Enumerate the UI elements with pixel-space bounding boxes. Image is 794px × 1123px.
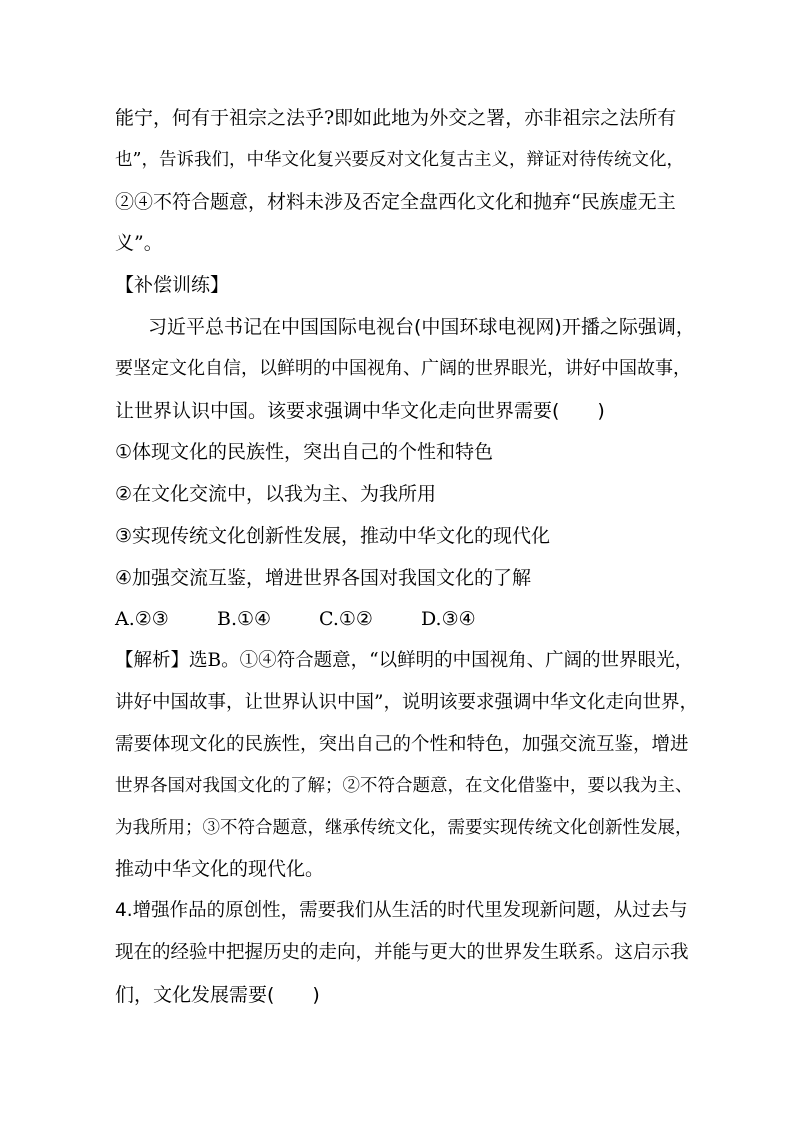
analysis-prev-line-3: ②④不符合题意，材料未涉及否定全盘西化文化和抛弃“民族虚无主: [115, 191, 676, 213]
analysis-line-6: 推动中华文化的现代化。: [115, 858, 325, 880]
question4-line-3: 们，文化发展需要( ): [115, 984, 320, 1006]
question-stem-line-2: 要坚定文化自信，以鲜明的中国视角、广阔的世界眼光，讲好中国故事，: [115, 358, 691, 379]
question-item-4: ④加强交流互鉴，增进世界各国对我国文化的了解: [115, 567, 532, 589]
question-stem-line-3: 让世界认识中国。该要求强调中华文化走向世界需要( ): [115, 400, 605, 422]
analysis-line-3: 需要体现文化的民族性，突出自己的个性和特色，加强交流互鉴，增进: [115, 734, 689, 755]
question4-line-1: 4.增强作品的原创性，需要我们从生活的时代里发现新问题，从过去与: [115, 900, 688, 921]
analysis-line-4: 世界各国对我国文化的了解；②不符合题意，在文化借鉴中，要以我为主、: [115, 776, 693, 796]
option-a: A.②③: [115, 608, 169, 630]
analysis-prev-line-1: 能宁，何有于祖宗之法乎?即如此地为外交之署，亦非祖宗之法所有: [115, 107, 677, 129]
analysis-prev-line-2: 也”，告诉我们，中华文化复兴要反对文化复古主义，辩证对待传统文化，: [115, 150, 684, 170]
analysis-line-5: 为我所用；③不符合题意，继承传统文化，需要实现传统文化创新性发展，: [115, 818, 693, 838]
analysis-line-1: [115, 649, 693, 673]
section-label: 【补偿训练】: [115, 274, 230, 296]
option-b: B.①④: [217, 608, 272, 630]
question-stem-line-1: 习近平总书记在中国国际电视台(中国环球电视网)开播之际强调，: [148, 316, 695, 338]
question-item-2: ②在文化交流中，以我为主、为我所用: [115, 483, 437, 505]
question4-line-2: 现在的经验中把握历史的走向，并能与更大的世界发生联系。这启示我: [115, 942, 689, 963]
question-item-3: ③实现传统文化创新性发展，推动中华文化的现代化: [115, 525, 551, 547]
analysis-text-1: 选B。①④符合题意，“以鲜明的中国视角、广阔的世界眼光，: [189, 650, 694, 671]
analysis-label: 【解析】: [115, 650, 190, 671]
option-c: C.①②: [319, 608, 373, 630]
question-item-1: ①体现文化的民族性，突出自己的个性和特色: [115, 441, 494, 463]
analysis-line-2: 讲好中国故事，让世界认识中国”，说明该要求强调中华文化走向世界，: [115, 692, 698, 713]
option-d: D.③④: [421, 608, 476, 630]
analysis-prev-line-4: 义”。: [115, 232, 163, 254]
answer-options: [115, 607, 476, 631]
